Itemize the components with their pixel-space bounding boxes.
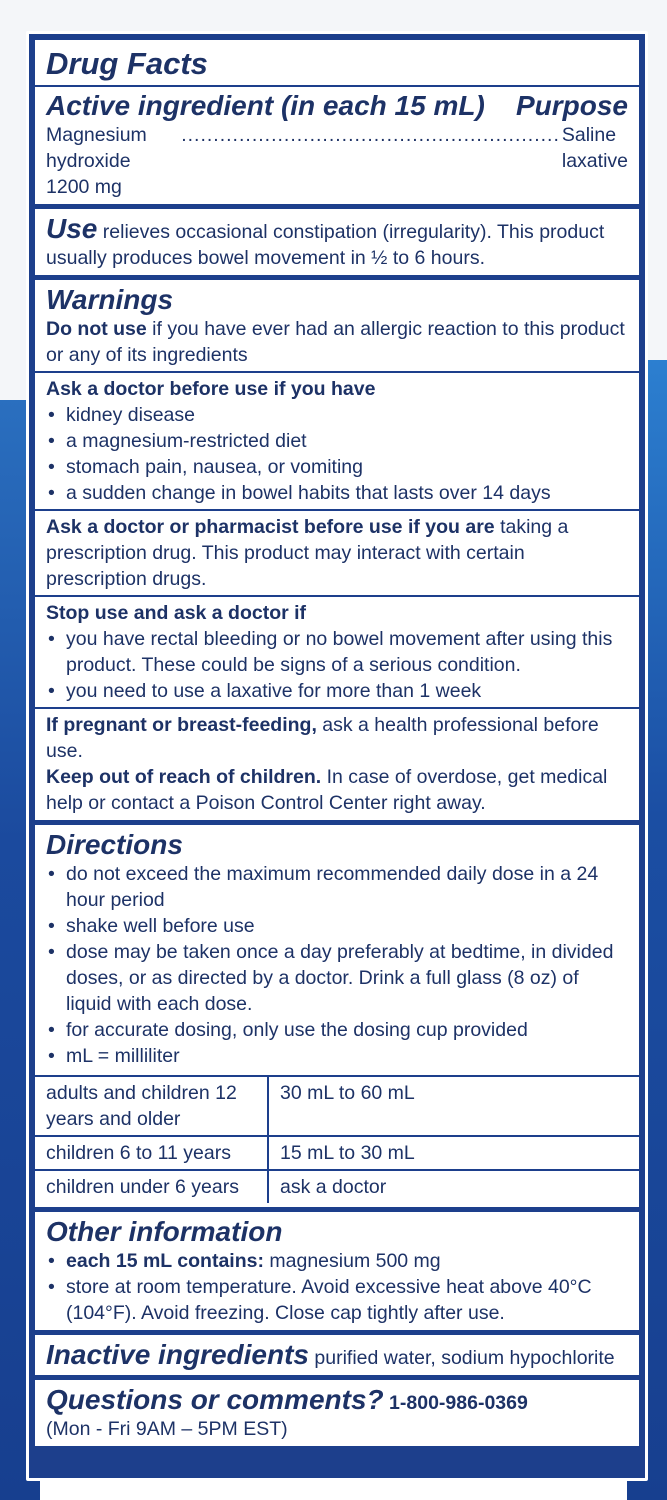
active-ingredient-row xyxy=(46,122,628,200)
dosage-amount: 30 mL to 60 mL xyxy=(268,1076,639,1136)
phone-number: 1-800-986-0369 xyxy=(389,1392,528,1414)
list-item: • shake well before use xyxy=(46,913,628,939)
other-info-panel xyxy=(35,1212,639,1330)
inactive-section xyxy=(46,1339,628,1371)
keep-out-text: In case of overdose, get medical help or contact a Poison Control Center right away. xyxy=(46,766,608,814)
list-item: • a sudden change in bowel habits that lasts over 14 days xyxy=(46,480,628,506)
inactive-heading: Inactive ingredients xyxy=(46,1339,309,1370)
drug-facts-header-panel xyxy=(35,40,639,204)
divider xyxy=(35,371,639,373)
use-text: relieves occasional constipation (irregularity). This product usually produces bowel movement in ½ to 6 hours. xyxy=(46,221,605,269)
list-item: • for accurate dosing, only use the dosing cup provided xyxy=(46,1017,628,1043)
directions-list xyxy=(46,861,628,1069)
ask-pharmacist-label: Ask a doctor or pharmacist before use if you are xyxy=(46,516,495,538)
drug-facts-label xyxy=(26,31,648,1481)
keep-out-of-reach xyxy=(46,764,628,816)
contains-label: each 15 mL contains: xyxy=(66,1250,264,1272)
warnings-panel xyxy=(35,280,639,820)
pregnant-text: ask a health professional before use. xyxy=(46,714,599,762)
keep-out-label: Keep out of reach of children. xyxy=(46,766,322,788)
ask-pharmacist xyxy=(46,514,628,592)
dosage-age: children 6 to 11 years xyxy=(35,1136,268,1170)
table-row xyxy=(35,1170,639,1203)
stop-use-list xyxy=(46,626,628,704)
contains-text: magnesium 500 mg xyxy=(269,1250,441,1272)
drug-facts-title: Drug Facts xyxy=(46,46,208,81)
do-not-use-label: Do not use xyxy=(46,318,147,340)
questions-section xyxy=(46,1384,628,1416)
dosage-table xyxy=(35,1075,639,1203)
purpose-heading: Purpose xyxy=(515,90,628,121)
pregnant-warning xyxy=(46,712,628,764)
list-item: • stomach pain, nausea, or vomiting xyxy=(46,454,628,480)
warnings-heading: Warnings xyxy=(46,284,174,315)
divider xyxy=(35,509,639,511)
dosage-age: adults and children 12 years and older xyxy=(35,1076,268,1136)
do-not-use-text: if you have ever had an allergic reaction to this product or any of its ingredients xyxy=(46,318,625,366)
table-row xyxy=(35,1076,639,1136)
list-item: • do not exceed the maximum recommended daily dose in a 24 hour period xyxy=(46,861,628,913)
dosage-amount: 15 mL to 30 mL xyxy=(268,1136,639,1170)
other-info-heading: Other information xyxy=(46,1216,283,1247)
other-info-list xyxy=(46,1248,628,1326)
inactive-text: purified water, sodium hypochlorite xyxy=(314,1347,615,1369)
use-panel xyxy=(35,209,639,275)
active-ingredient-name: Magnesium hydroxide 1200 mg xyxy=(46,124,147,198)
dosage-amount: ask a doctor xyxy=(268,1170,639,1203)
list-item: • store at room temperature. Avoid excessive heat above 40°C (104°F). Avoid freezing. Close cap tightly after use. xyxy=(46,1274,628,1326)
divider xyxy=(35,595,639,597)
list-item xyxy=(46,1248,628,1274)
list-item: • you have rectal bleeding or no bowel movement after using this product. These could be signs of a serious condition. xyxy=(46,626,628,678)
ask-doctor-list xyxy=(46,402,628,506)
use-heading: Use xyxy=(46,213,98,244)
leader-dots: ........................................................... xyxy=(181,124,560,146)
questions-hours: (Mon - Fri 9AM – 5PM EST) xyxy=(46,1418,288,1440)
questions-panel xyxy=(35,1380,639,1446)
list-item: • a magnesium-restricted diet xyxy=(46,428,628,454)
pregnant-label: If pregnant or breast-feeding, xyxy=(46,714,317,736)
do-not-use xyxy=(46,316,628,368)
inactive-panel xyxy=(35,1335,639,1375)
table-row xyxy=(35,1136,639,1170)
list-item: • dose may be taken once a day preferably at bedtime, in divided doses, or as directed by a doctor. Drink a full glass (8 oz) of liquid with each dose. xyxy=(46,939,628,1017)
list-item: • you need to use a laxative for more than 1 week xyxy=(46,678,628,704)
ask-pharmacist-text: taking a prescription drug. This product may interact with certain prescription drugs. xyxy=(46,516,569,590)
use-section xyxy=(46,213,628,271)
divider xyxy=(35,85,639,87)
active-heading-row xyxy=(46,90,628,122)
directions-heading: Directions xyxy=(46,829,183,860)
active-ingredient-purpose: Saline laxative xyxy=(561,124,628,172)
stop-use-heading: Stop use and ask a doctor if xyxy=(46,602,307,624)
directions-panel xyxy=(35,825,639,1207)
ask-doctor-heading: Ask a doctor before use if you have xyxy=(46,378,376,400)
questions-heading: Questions or comments? xyxy=(46,1384,384,1415)
dosage-age: children under 6 years xyxy=(35,1170,268,1203)
divider xyxy=(35,707,639,709)
list-item: • kidney disease xyxy=(46,402,628,428)
list-item: • mL = milliliter xyxy=(46,1043,628,1069)
active-ingredient-heading: Active ingredient (in each 15 mL) xyxy=(46,90,485,121)
